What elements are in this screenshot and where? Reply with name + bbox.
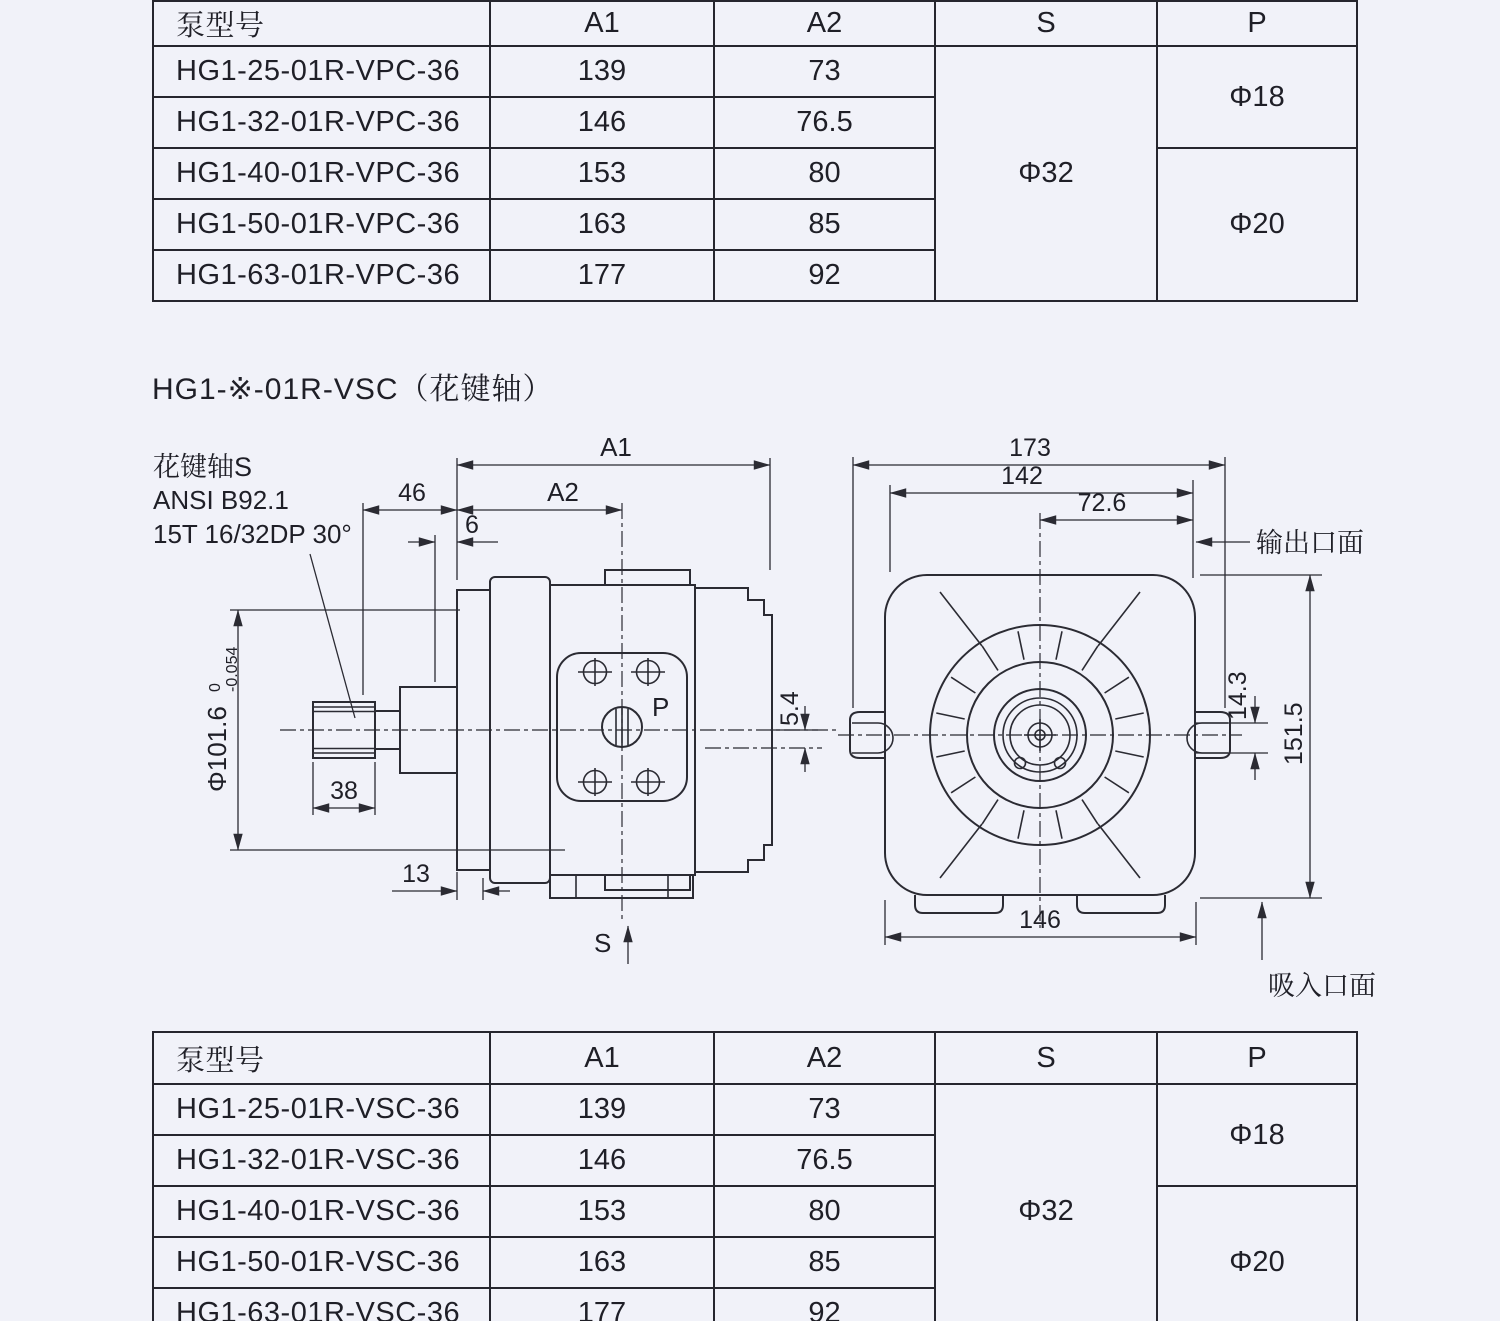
a2-cell: 85 <box>714 199 935 250</box>
dim-14-3-label: 14.3 <box>1224 671 1252 720</box>
dim-5-4-label: 5.4 <box>776 691 804 726</box>
header-a1: A1 <box>490 1 714 46</box>
a2-cell: 76.5 <box>714 1135 935 1186</box>
foot-pad-left <box>915 895 1003 913</box>
dim-a2 <box>457 477 622 510</box>
a2-cell: 85 <box>714 1237 935 1288</box>
s-port-marker <box>594 926 628 964</box>
pump-side-outline <box>457 570 772 898</box>
header-s: S <box>935 1 1157 46</box>
port-p-label: P <box>652 692 670 722</box>
s-merged-cell: Φ32 <box>935 46 1157 301</box>
outlet-face-callout <box>1196 528 1364 558</box>
a1-cell: 146 <box>490 97 714 148</box>
dim-38-label: 38 <box>330 777 358 805</box>
dim-142-label: 142 <box>1001 462 1043 490</box>
s-merged-cell: Φ32 <box>935 1084 1157 1321</box>
dim-13-label: 13 <box>402 860 430 888</box>
p-merged-cell-bottom: Φ20 <box>1157 148 1357 301</box>
section-heading: HG1-※-01R-VSC（花键轴） <box>152 373 554 406</box>
a1-cell: 163 <box>490 1237 714 1288</box>
header-model: 泵型号 <box>153 1032 490 1084</box>
dim-46 <box>363 479 457 695</box>
a1-cell: 153 <box>490 1186 714 1237</box>
dim-151-5 <box>1200 575 1322 898</box>
dim-72-6-label: 72.6 <box>1077 489 1127 517</box>
model-cell: HG1-32-01R-VPC-36 <box>153 97 490 148</box>
dim-6-label: 6 <box>465 511 479 539</box>
dim-shaft-tol-lower: -0.054 <box>224 646 241 692</box>
table-header-row <box>153 1 1357 46</box>
dim-14-3 <box>1195 671 1268 780</box>
a1-cell: 163 <box>490 199 714 250</box>
vpc-spec-table <box>152 0 1358 302</box>
dim-151-5-label: 151.5 <box>1280 702 1308 765</box>
dim-5-4 <box>705 691 822 772</box>
spline-note-line2: ANSI B92.1 <box>153 485 289 515</box>
table-row <box>153 46 1357 97</box>
spline-note <box>153 452 355 718</box>
foot-pad-right <box>1077 895 1165 913</box>
port-s-label: S <box>594 928 612 958</box>
front-view <box>838 434 1376 1001</box>
model-cell: HG1-63-01R-VSC-36 <box>153 1288 490 1321</box>
vsc-spec-table <box>152 1031 1358 1321</box>
model-cell: HG1-32-01R-VSC-36 <box>153 1135 490 1186</box>
header-s: S <box>935 1032 1157 1084</box>
model-cell: HG1-50-01R-VPC-36 <box>153 199 490 250</box>
dim-146 <box>885 900 1196 945</box>
table-row <box>153 148 1357 199</box>
table-row <box>153 1084 1357 1135</box>
dim-13 <box>392 860 510 900</box>
a2-cell: 80 <box>714 1186 935 1237</box>
inlet-face-callout <box>1262 902 1376 1001</box>
model-cell: HG1-40-01R-VPC-36 <box>153 148 490 199</box>
dim-173-label: 173 <box>1009 434 1051 462</box>
dim-6 <box>408 511 498 682</box>
a2-cell: 73 <box>714 46 935 97</box>
p-merged-cell-top: Φ18 <box>1157 1084 1357 1186</box>
header-p: P <box>1157 1032 1357 1084</box>
dim-a1 <box>457 432 770 580</box>
model-cell: HG1-63-01R-VPC-36 <box>153 250 490 301</box>
header-a1: A1 <box>490 1032 714 1084</box>
a1-cell: 177 <box>490 250 714 301</box>
p-merged-cell-top: Φ18 <box>1157 46 1357 148</box>
a2-cell: 92 <box>714 250 935 301</box>
dim-38 <box>313 762 375 815</box>
dim-146-label: 146 <box>1019 906 1061 934</box>
note-leader-line <box>310 554 355 718</box>
a1-cell: 153 <box>490 148 714 199</box>
table-header-row <box>153 1032 1357 1084</box>
a1-cell: 139 <box>490 1084 714 1135</box>
table-row <box>153 1186 1357 1237</box>
header-p: P <box>1157 1 1357 46</box>
spline-note-line3: 15T 16/32DP 30° <box>153 519 352 549</box>
p-merged-cell-bottom: Φ20 <box>1157 1186 1357 1321</box>
dim-46-label: 46 <box>398 479 426 507</box>
a1-cell: 139 <box>490 46 714 97</box>
model-cell: HG1-40-01R-VSC-36 <box>153 1186 490 1237</box>
dim-a2-label: A2 <box>547 477 579 507</box>
header-a2: A2 <box>714 1 935 46</box>
dim-shaft-dia-label: Φ101.6 <box>202 706 232 792</box>
a1-cell: 177 <box>490 1288 714 1321</box>
model-cell: HG1-25-01R-VSC-36 <box>153 1084 490 1135</box>
a2-cell: 80 <box>714 148 935 199</box>
a2-cell: 76.5 <box>714 97 935 148</box>
inlet-face-label: 吸入口面 <box>1268 971 1376 1001</box>
technical-drawing <box>150 420 1450 1030</box>
dim-a1-label: A1 <box>600 432 632 462</box>
a1-cell: 146 <box>490 1135 714 1186</box>
header-a2: A2 <box>714 1032 935 1084</box>
a2-cell: 73 <box>714 1084 935 1135</box>
dim-shaft-tol-upper: 0 <box>207 683 224 692</box>
header-model: 泵型号 <box>153 1 490 46</box>
model-cell: HG1-50-01R-VSC-36 <box>153 1237 490 1288</box>
spline-note-line1: 花键轴S <box>153 452 253 482</box>
a2-cell: 92 <box>714 1288 935 1321</box>
side-view <box>153 432 840 964</box>
model-cell: HG1-25-01R-VPC-36 <box>153 46 490 97</box>
outlet-face-label: 输出口面 <box>1256 528 1364 558</box>
